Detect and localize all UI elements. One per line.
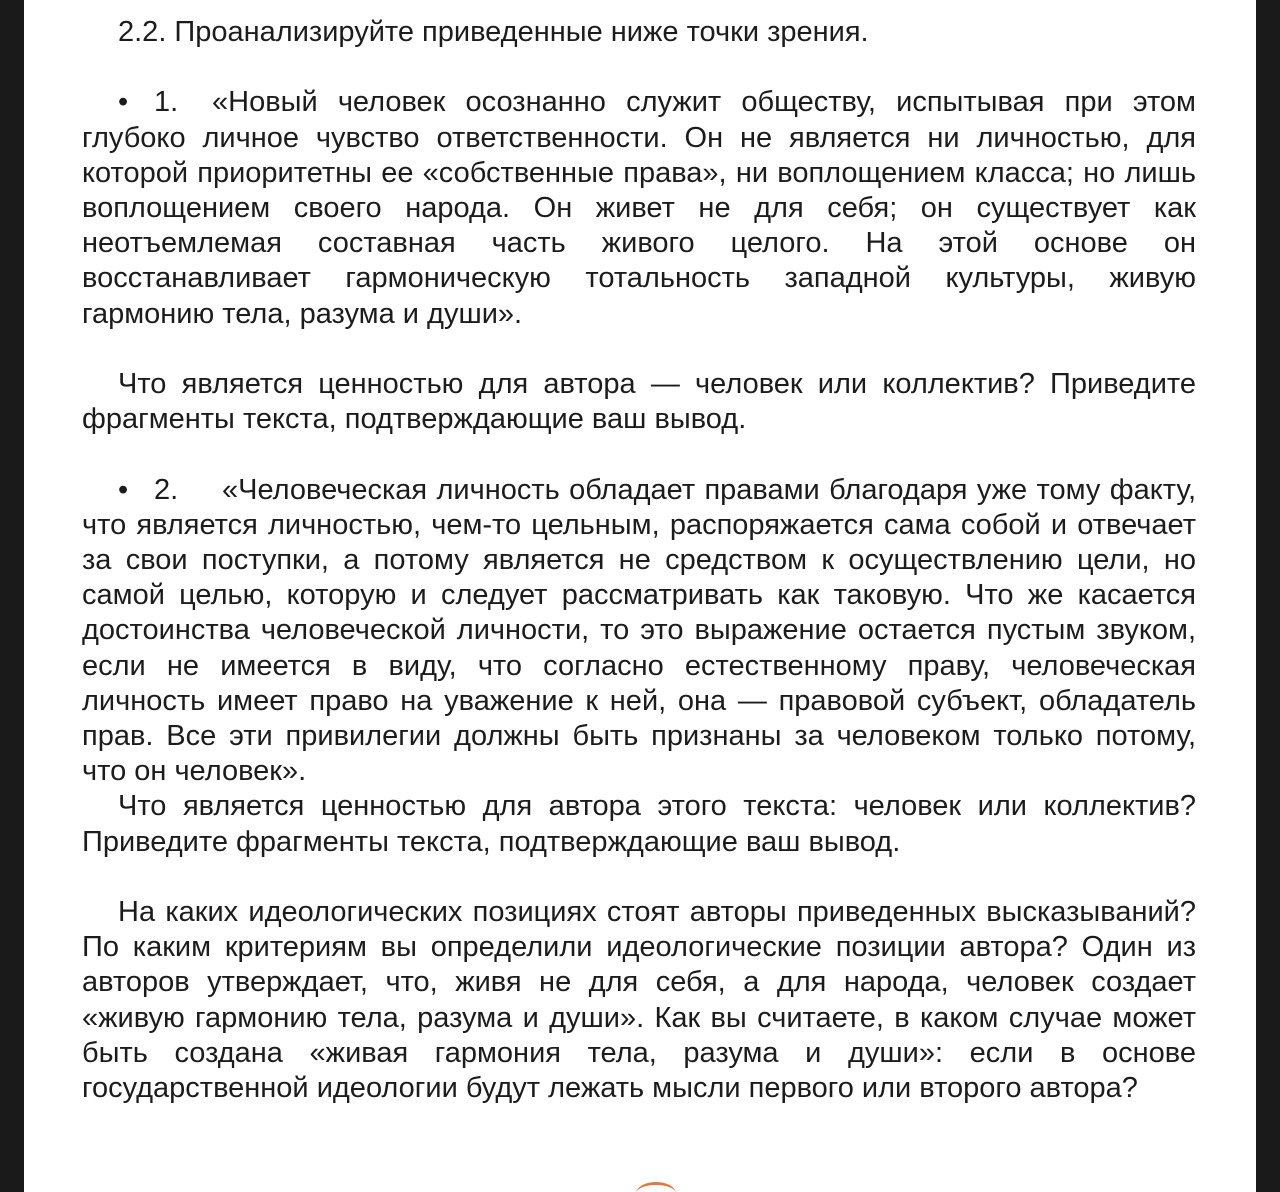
spacer bbox=[82, 437, 1196, 472]
spacer bbox=[82, 860, 1196, 895]
item-number: 1. bbox=[154, 86, 179, 119]
bullet-marker: • bbox=[118, 473, 129, 506]
question-1: Что является ценностью для автора — человек или коллектив? Приведите фрагменты текста, подтверждающие ваш вывод. bbox=[82, 368, 1196, 436]
spacer bbox=[82, 50, 1196, 85]
quote-text: «Человеческая личность обладает правами благодаря уже тому факту, что является личностью, чем-то цельным, распоряжается сама собой и отвечает за свои поступки, а потому является не средством к осуществлению цели, но самой целью, которую и следует рассматривать как таковую. Что же касается достоинства человеческой личности, то это выражение остается пустым звуком, если не имеется в виду, что согласно естественному праву, человеческая личность имеет право на уважение к ней, она — правовой субъект, обладатель прав. Все эти привилегии должны быть признаны за человеком только потому, что он человек». bbox=[82, 473, 1196, 788]
question-2: Что является ценностью для автора этого текста: человек или коллектив? Приведите фрагменты текста, подтверждающие ваш вывод. bbox=[82, 790, 1196, 858]
question-3: На каких идеологических позициях стоят авторы приведенных высказываний? По каким критериям вы определили идеологические позиции автора? Один из авторов утверждает, что, живя не для себя, а для народа, человек создает «живую гармонию тела, разума и души». Как вы считаете, в каком случае может быть создана «живая гармония тела, разума и души»: если в основе государственной идеологии будут лежать мысли первого или второго автора? bbox=[82, 896, 1196, 1105]
quote-item-1 bbox=[82, 85, 1196, 331]
bullet-marker: • bbox=[118, 86, 129, 119]
task-heading: 2.2. Проанализируйте приведенные ниже точки зрения. bbox=[118, 16, 869, 48]
quote-item-2 bbox=[82, 473, 1196, 790]
spacer bbox=[82, 332, 1196, 367]
quote-text: «Новый человек осознанно служит обществу, испытывая при этом глубоко личное чувство ответственности. Он не является ни личностью, для которой приоритетны ее «собственные права», ни воплощением класса; но лишь воплощением своего народа. Он живет не для себя; он существует как неотъемлемая составная часть живого целого. На этой основе он восстанавливает гармоническую тотальность западной культуры, живую гармонию тела, разума и души». bbox=[82, 86, 1196, 330]
page-edge-mark bbox=[636, 1182, 676, 1192]
item-number: 2. bbox=[154, 473, 179, 506]
document-content bbox=[82, 15, 1196, 1106]
document-page bbox=[24, 0, 1256, 1192]
